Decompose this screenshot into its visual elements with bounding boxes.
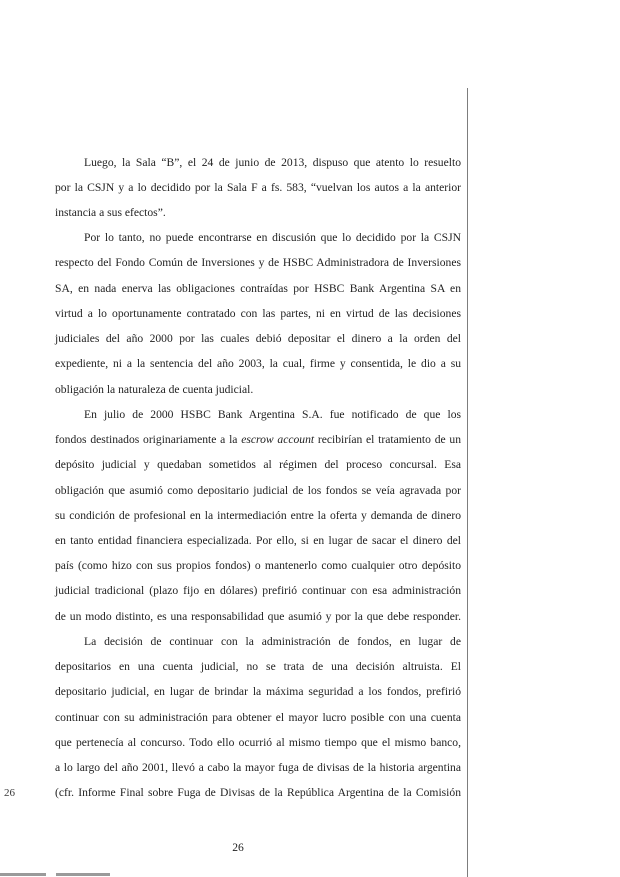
text-line: depositario judicial, en lugar de brindar la máxima seguridad a los fondos, prefirió — [55, 685, 461, 699]
paragraph-1 — [55, 150, 461, 226]
text-line: (cfr. Informe Final sobre Fuga de Divisas de la República Argentina de la Comisión — [55, 786, 461, 800]
text-line: continuar con su administración para obtener el mayor lucro posible con una cuenta — [55, 710, 461, 724]
text-line: depósito judicial y quedaban sometidos al régimen del proceso concursal. Esa — [55, 458, 461, 472]
text-line: La decisión de continuar con la administración de fondos, en lugar de — [84, 634, 461, 648]
text-line: que pertenecía al concurso. Todo ello ocurrió al mismo tiempo que el mismo banco, — [55, 735, 461, 749]
scan-edge-mark — [0, 873, 46, 876]
text-line: Luego, la Sala “B”, el 24 de junio de 2013, dispuso que atento lo resuelto — [84, 155, 461, 169]
text-line: respecto del Fondo Común de Inversiones y de HSBC Administradora de Inversiones — [55, 256, 461, 270]
text-segment: recibirían el tratamiento de un — [314, 433, 462, 447]
text-line: SA, en nada enerva las obligaciones contraídas por HSBC Bank Argentina SA en — [55, 281, 461, 295]
text-line: de un modo distinto, es una responsabilidad que asumió y por la que debe responder. — [55, 609, 461, 623]
text-segment: fondos destinados originariamente a la — [55, 433, 242, 447]
paragraph-4 — [55, 629, 461, 806]
body-text — [55, 150, 461, 806]
paragraph-3 — [55, 402, 461, 629]
italic-term: escrow account — [241, 433, 315, 447]
text-line: judiciales del año 2000 por las cuales debió depositar el dinero a la orden del — [55, 332, 461, 346]
text-line: expediente, ni a la sentencia del año 2003, la cual, firme y consentida, le dio a su — [55, 357, 461, 371]
text-line: a lo largo del año 2001, llevó a cabo la mayor fuga de divisas de la historia argentina — [55, 761, 461, 775]
text-line: obligación la naturaleza de cuenta judicial. — [55, 382, 254, 396]
text-line: instancia a sus efectos”. — [55, 205, 166, 219]
text-line: depositarios en una cuenta judicial, no se trata de una decisión altruista. El — [55, 660, 461, 674]
text-line: virtud a lo oportunamente contratado con las partes, ni en virtud de las decisiones — [55, 306, 461, 320]
paragraph-2 — [55, 225, 461, 402]
text-line: En julio de 2000 HSBC Bank Argentina S.A. fue notificado de que los — [84, 407, 461, 421]
text-line: en tanto entidad financiera especializada. Por ello, si en lugar de sacar el dinero del — [55, 534, 461, 548]
scan-edge-mark — [56, 873, 110, 876]
text-line: obligación que asumió como depositario judicial de los fondos se veía agravada por — [55, 483, 461, 497]
text-line: Por lo tanto, no puede encontrarse en discusión que lo decidido por la CSJN — [84, 231, 461, 245]
text-line: por la CSJN y a lo decidido por la Sala F a fs. 583, “vuelvan los autos a la anterior — [55, 180, 461, 194]
scan-fold-line — [467, 88, 468, 877]
text-line: su condición de profesional en la intermediación entre la oferta y demanda de dinero — [55, 508, 461, 522]
text-line: judicial tradicional (plazo fijo en dólares) prefirió continuar con esa administración — [55, 584, 461, 598]
page-number: 26 — [232, 841, 244, 854]
margin-line-number: 26 — [4, 787, 15, 799]
text-line: país (como hizo con sus propios fondos) o mantenerlo como cualquier otro depósito — [55, 559, 461, 573]
text-line — [55, 427, 461, 452]
